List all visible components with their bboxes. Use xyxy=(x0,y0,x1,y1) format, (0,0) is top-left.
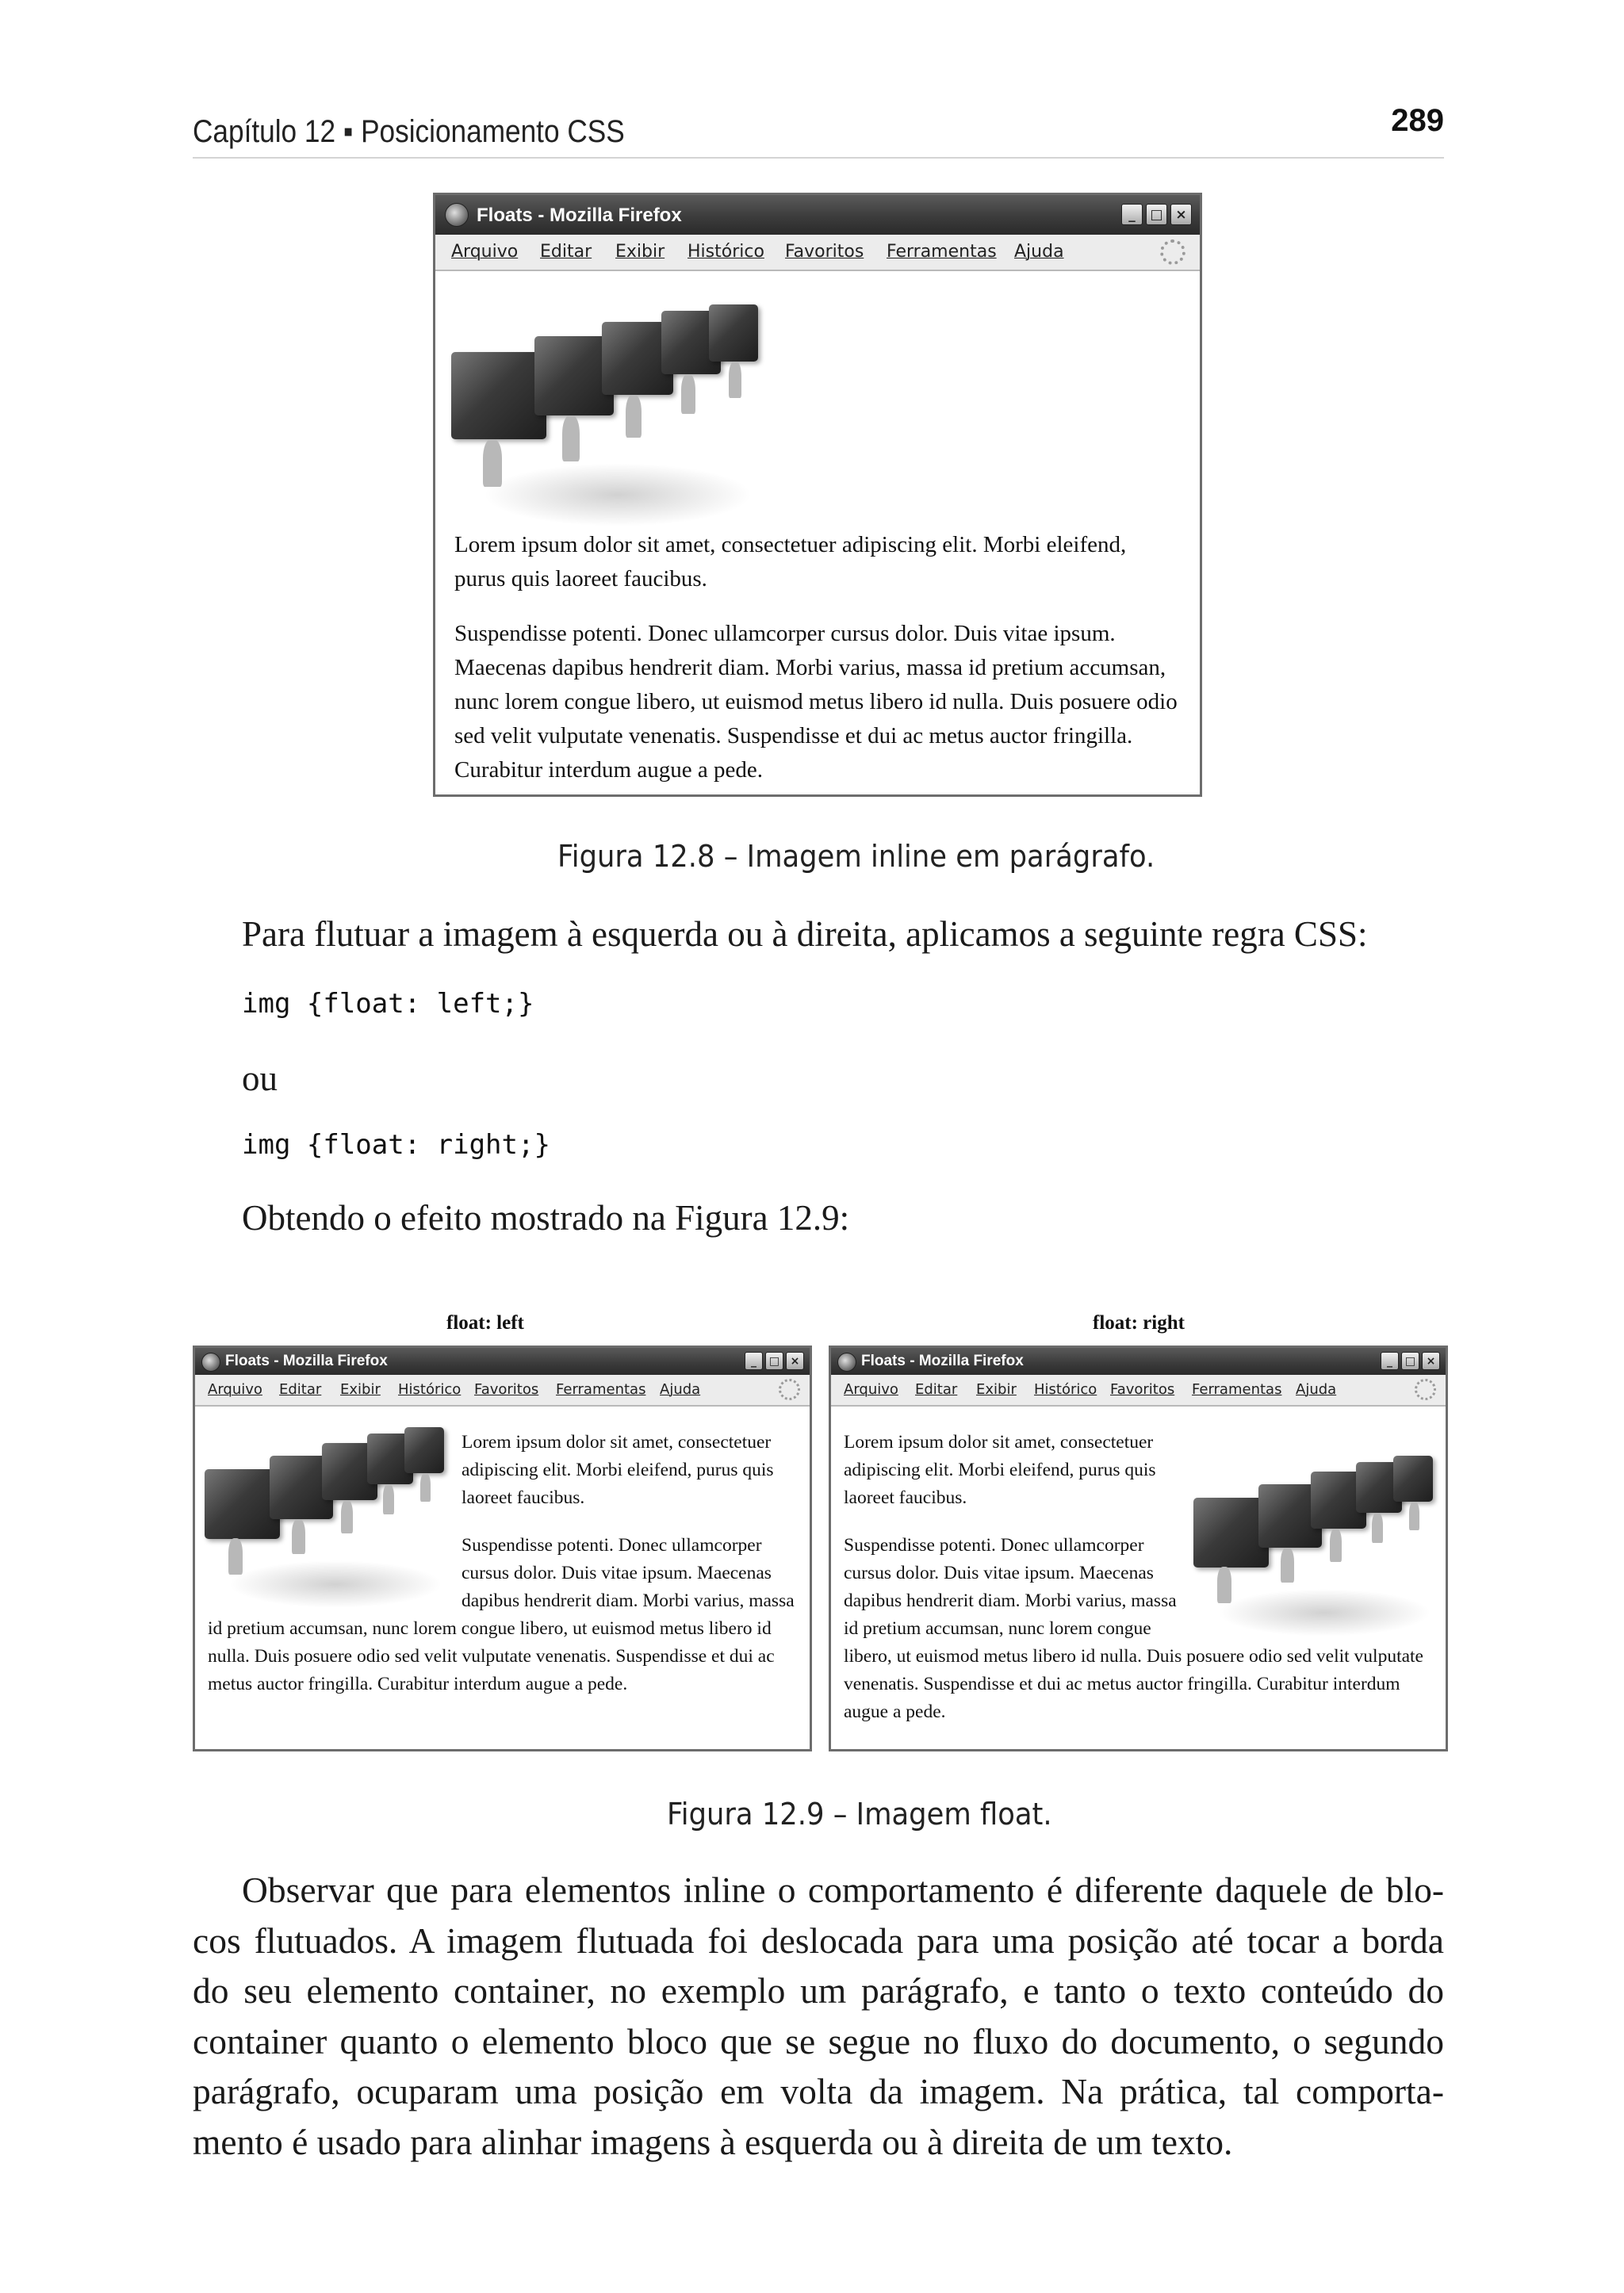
menu-editar[interactable]: Editar xyxy=(915,1381,958,1398)
code-float-left: img {float: left;} xyxy=(242,988,534,1020)
menu-arquivo[interactable]: Arquivo xyxy=(208,1381,262,1398)
menu-editar[interactable]: Editar xyxy=(540,242,592,262)
close-icon[interactable]: × xyxy=(1422,1352,1440,1370)
firefox-icon xyxy=(837,1353,856,1372)
window-controls xyxy=(1381,1352,1440,1370)
paragraph-line: do seu elemento container, no exemplo um parágrafo, e tanto o texto conteúdo do xyxy=(193,1970,1444,2011)
www-image xyxy=(451,304,768,530)
maximize-icon[interactable]: □ xyxy=(1146,204,1167,225)
minimize-icon[interactable]: _ xyxy=(1381,1352,1399,1370)
menu-exibir[interactable]: Exibir xyxy=(340,1381,381,1398)
menu-editar[interactable]: Editar xyxy=(279,1381,322,1398)
float-left-browser-window xyxy=(193,1346,812,1751)
menu-exibir[interactable]: Exibir xyxy=(615,242,665,262)
figure-12-8-caption: Figura 12.8 – Imagem inline em parágrafo. xyxy=(557,839,1155,874)
menu-favoritos[interactable]: Favoritos xyxy=(474,1381,539,1398)
paragraph-2: Suspendisse potenti. Donec ullamcorper cursus dolor. Duis vitae ipsum. Maecenas dapibus hendrerit diam. Morbi varius, massa id pretium accumsan, nunc lorem congue libero, ut euismod metus libero id nulla. Duis posuere odio sed velit vulputate venenatis. Suspendisse et dui ac metus auctor fringilla. Curabitur interdum augue a pede. xyxy=(454,621,1178,783)
or-text: ou xyxy=(242,1058,278,1098)
figure-12-8-browser-window xyxy=(433,193,1202,797)
paragraph-line: Observar que para elementos inline o comportamento é diferente daquele de blo- xyxy=(242,1870,1444,1910)
minimize-icon[interactable]: _ xyxy=(745,1352,763,1370)
menu-ajuda[interactable]: Ajuda xyxy=(1014,242,1064,262)
code-float-right: img {float: right;} xyxy=(242,1129,550,1161)
paragraph-1: Lorem ipsum dolor sit amet, consectetuer adipiscing elit. Morbi eleifend, purus quis laoreet faucibus. xyxy=(454,532,1127,591)
window-titlebar xyxy=(195,1348,810,1375)
menu-exibir[interactable]: Exibir xyxy=(976,1381,1017,1398)
menu-ajuda[interactable]: Ajuda xyxy=(660,1381,701,1398)
label-float-right: float: right xyxy=(1093,1312,1185,1334)
menu-favoritos[interactable]: Favoritos xyxy=(785,242,864,262)
menu-favoritos[interactable]: Favoritos xyxy=(1110,1381,1175,1398)
paragraph-line: container quanto o elemento bloco que se segue no fluxo do documento, o segundo xyxy=(193,2020,1444,2061)
close-icon[interactable]: × xyxy=(1170,204,1192,225)
window-title: Floats - Mozilla Firefox xyxy=(477,205,682,226)
minimize-icon[interactable]: _ xyxy=(1121,204,1143,225)
www-image-floated-right xyxy=(1193,1454,1439,1641)
page-number: 289 xyxy=(1391,103,1444,138)
browser-menubar xyxy=(195,1375,810,1407)
www-image-floated-left xyxy=(205,1426,450,1613)
menu-ferramentas[interactable]: Ferramentas xyxy=(556,1381,646,1398)
throbber-icon xyxy=(1415,1379,1436,1400)
browser-menubar xyxy=(435,235,1200,271)
firefox-icon xyxy=(201,1353,220,1372)
window-title: Floats - Mozilla Firefox xyxy=(861,1353,1024,1369)
window-titlebar xyxy=(831,1348,1446,1375)
throbber-icon xyxy=(1160,239,1185,265)
menu-historico[interactable]: Histórico xyxy=(398,1381,462,1398)
paragraph-1: Lorem ipsum dolor sit amet, consectetuer adipiscing elit. Morbi eleifend, purus quis laoreet faucibus. xyxy=(462,1432,774,1508)
paragraph-2: Suspendisse potenti. Donec ullamcorper cursus dolor. Duis vitae ipsum. Maecenas dapibus hendrerit diam. Morbi varius, massa id pretium accumsan, nunc lorem congue libero, ut euismod metus libero id nulla. Duis posuere odio sed velit vulputate venenatis. Suspendisse et dui ac metus auctor fringilla. Curabitur interdum augue a pede. xyxy=(208,1535,795,1694)
throbber-icon xyxy=(779,1379,800,1400)
figure-12-9-caption: Figura 12.9 – Imagem float. xyxy=(667,1797,1052,1832)
paragraph-1: Lorem ipsum dolor sit amet, consectetuer adipiscing elit. Morbi eleifend, purus quis laoreet faucibus. xyxy=(844,1432,1156,1508)
menu-ferramentas[interactable]: Ferramentas xyxy=(1192,1381,1282,1398)
closing-paragraph xyxy=(193,1865,1444,2167)
paragraph-line: parágrafo, ocuparam uma posição em volta da imagem. Na prática, tal comporta- xyxy=(193,2071,1444,2111)
paragraph-line: mento é usado para alinhar imagens à esquerda ou à direita de um texto. xyxy=(193,2121,1233,2162)
browser-content xyxy=(195,1405,810,1749)
menu-ajuda[interactable]: Ajuda xyxy=(1296,1381,1337,1398)
maximize-icon[interactable]: □ xyxy=(1401,1352,1419,1370)
maximize-icon[interactable]: □ xyxy=(765,1352,783,1370)
running-header xyxy=(193,103,1444,159)
menu-arquivo[interactable]: Arquivo xyxy=(451,242,519,262)
browser-content xyxy=(435,270,1200,794)
window-controls xyxy=(1121,204,1192,225)
label-float-left: float: left xyxy=(446,1312,524,1334)
browser-content xyxy=(831,1405,1446,1749)
window-titlebar xyxy=(435,195,1200,235)
browser-menubar xyxy=(831,1375,1446,1407)
float-right-browser-window xyxy=(829,1346,1448,1751)
paragraph-line: cos flutuados. A imagem flutuada foi deslocada para uma posição até tocar a borda xyxy=(193,1920,1444,1961)
result-text: Obtendo o efeito mostrado na Figura 12.9: xyxy=(242,1198,850,1238)
menu-historico[interactable]: Histórico xyxy=(1034,1381,1097,1398)
firefox-icon xyxy=(445,203,469,227)
paragraph-2: Suspendisse potenti. Donec ullamcorper cursus dolor. Duis vitae ipsum. Maecenas dapibus hendrerit diam. Morbi varius, massa id pretium accumsan, nunc lorem congue libero, ut euismod metus libero id nulla. Duis posuere odio sed velit vulputate venenatis. Suspendisse et dui ac metus auctor fringilla. Curabitur interdum augue a pede. xyxy=(844,1535,1423,1722)
intro-text: Para flutuar a imagem à esquerda ou à direita, aplicamos a seguinte regra CSS: xyxy=(242,914,1368,954)
menu-ferramentas[interactable]: Ferramentas xyxy=(887,242,997,262)
menu-arquivo[interactable]: Arquivo xyxy=(844,1381,898,1398)
menu-historico[interactable]: Histórico xyxy=(688,242,764,262)
chapter-title: Capítulo 12 ▪ Posicionamento CSS xyxy=(193,114,625,149)
window-title: Floats - Mozilla Firefox xyxy=(225,1353,388,1369)
window-controls xyxy=(745,1352,804,1370)
close-icon[interactable]: × xyxy=(786,1352,804,1370)
